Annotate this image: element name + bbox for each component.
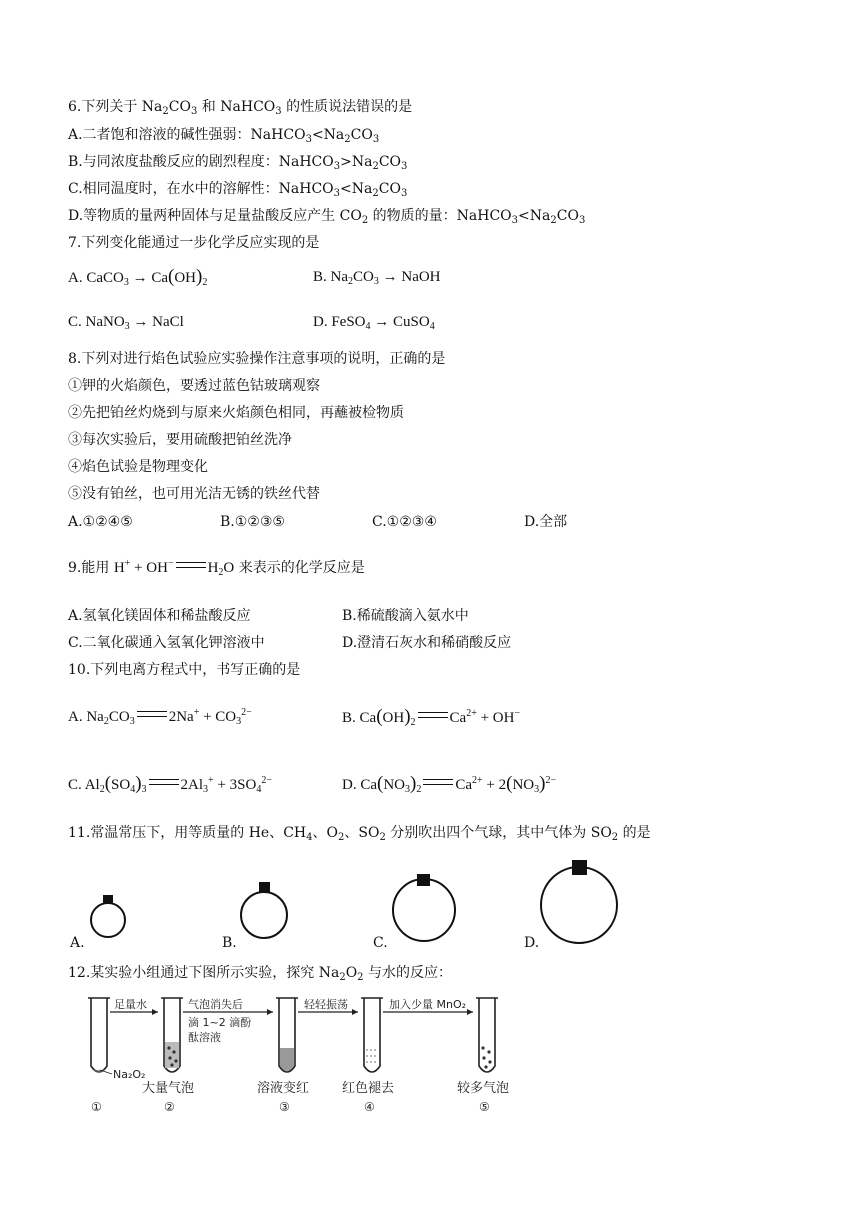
q8-statement-4: ④焰色试验是物理变化 (68, 459, 208, 475)
test-tube-5 (476, 998, 498, 1072)
q8-stem: 8.下列对进行焰色试验应实验操作注意事项的说明，正确的是 (68, 351, 446, 367)
tube-number-5: ⑤ (479, 1100, 490, 1114)
step-label-1: 足量水 (114, 998, 147, 1011)
q6-option-d: D.等物质的量两种固体与足量盐酸反应产生 $CO_2$ 的物质的量：$NaHCO_3<Na_2CO_3$ (68, 208, 586, 226)
q10-option-a: A. $Na_2CO_3$ $2Na^+ + CO_3^{2-}$ (68, 707, 252, 727)
q9-option-b: B.稀硫酸滴入氨水中 (342, 608, 469, 624)
q8-statement-2: ②先把铂丝灼烧到与原来火焰颜色相同，再蘸被检物质 (68, 405, 404, 421)
q9-option-a: A.氢氧化镁固体和稀盐酸反应 (68, 608, 251, 624)
q11-balloons-figure (60, 858, 660, 950)
test-tube-2 (161, 998, 183, 1072)
q6-stem: 6.下列关于 $Na_2CO_3$ 和 NaHCO$_3$ 的性质说法错误的是 (68, 99, 413, 117)
q7-option-c: C. NaNO$_3$ → NaCl (68, 314, 184, 332)
q7-option-b: B. $Na_2CO_3$ → NaOH (313, 269, 441, 287)
q8-option-d: D.全部 (524, 514, 568, 530)
q11-option-d: D. (524, 935, 540, 951)
balloon-b (241, 882, 287, 938)
q8-statement-3: ③每次实验后，要用硫酸把铂丝洗净 (68, 432, 292, 448)
q8-statement-5: ⑤没有铂丝，也可用光洁无锈的铁丝代替 (68, 486, 320, 502)
q10-option-b: B. $Ca(OH)_2$ $Ca^{2+} + OH^-$ (342, 706, 521, 728)
q9-option-d: D.澄清石灰水和稀硝酸反应 (342, 635, 512, 651)
obs-label-2: 大量气泡 (142, 1081, 195, 1096)
q7-stem: 7.下列变化能通过一步化学反应实现的是 (68, 235, 320, 251)
step-label-4: 加入少量 MnO₂ (389, 998, 467, 1011)
tube-number-2: ② (164, 1100, 175, 1114)
q9-option-c: C.二氧化碳通入氢氧化钾溶液中 (68, 635, 265, 651)
q6-option-a: A.二者饱和溶液的碱性强弱：$NaHCO_3<Na_2CO_3$ (68, 127, 380, 145)
test-tube-4 (361, 998, 383, 1072)
obs-label-3: 溶液变红 (257, 1081, 310, 1096)
q12-experiment-figure (70, 990, 540, 1120)
test-tube-3 (276, 998, 298, 1072)
test-tube-1 (88, 998, 110, 1073)
q7-option-a: A. CaCO$_3$ → $Ca(OH)_2$ (68, 266, 208, 288)
step-label-2b: 滴 1~2 滴酚 (188, 1016, 252, 1029)
step-label-2a: 气泡消失后 (188, 998, 243, 1011)
tube-number-4: ④ (364, 1100, 375, 1114)
q11-option-a: A. (70, 935, 85, 951)
balloon-c (393, 874, 455, 941)
step-label-3: 轻轻振荡 (304, 998, 348, 1011)
balloon-d (541, 860, 617, 943)
q11-option-c: C. (373, 935, 388, 951)
q8-option-b: B.①②③⑤ (220, 514, 285, 530)
obs-label-4: 红色褪去 (342, 1081, 395, 1096)
q10-option-c: C. $Al_2(SO_4)_3$ $2Al_3^+ + 3SO_4^{2-}$ (68, 773, 272, 795)
q9-stem: 9.能用 H+ + OH− $H_2O$ 来表示的化学反应是 (68, 558, 365, 578)
q11-stem: 11.常温常压下，用等质量的 He、$CH_4$、$O_2$、$SO_2$ 分别吹出四个气球，其中气体为 $SO_2$ 的是 (68, 825, 651, 843)
q12-stem: 12.某实验小组通过下图所示实验，探究 $Na_2O_2$ 与水的反应： (68, 965, 452, 983)
q8-option-c: C.①②③④ (372, 514, 437, 530)
q6-option-b: B.与同浓度盐酸反应的剧烈程度：$NaHCO_3>Na_2CO_3$ (68, 154, 408, 172)
tube-number-3: ③ (279, 1100, 290, 1114)
balloon-a (91, 895, 125, 937)
q10-stem: 10.下列电离方程式中，书写正确的是 (68, 662, 301, 678)
q8-statement-1: ①钾的火焰颜色，要透过蓝色钴玻璃观察 (68, 378, 320, 394)
q8-option-a: A.①②④⑤ (68, 514, 133, 530)
step-label-2c: 酞溶液 (188, 1031, 221, 1044)
q11-option-b: B. (222, 935, 237, 951)
tube-number-1: ① (91, 1100, 102, 1114)
q10-option-d: D. $Ca(NO_3)_2$ $Ca^{2+} + 2(NO_3)^{2-}$ (342, 773, 557, 795)
obs-label-5: 较多气泡 (457, 1081, 510, 1096)
q7-option-d: D. FeSO$_4$ → CuSO$_4$ (313, 314, 435, 332)
reagent-label: Na₂O₂ (113, 1068, 146, 1081)
q6-option-c: C.相同温度时，在水中的溶解性：$NaHCO_3<Na_2CO_3$ (68, 181, 408, 199)
